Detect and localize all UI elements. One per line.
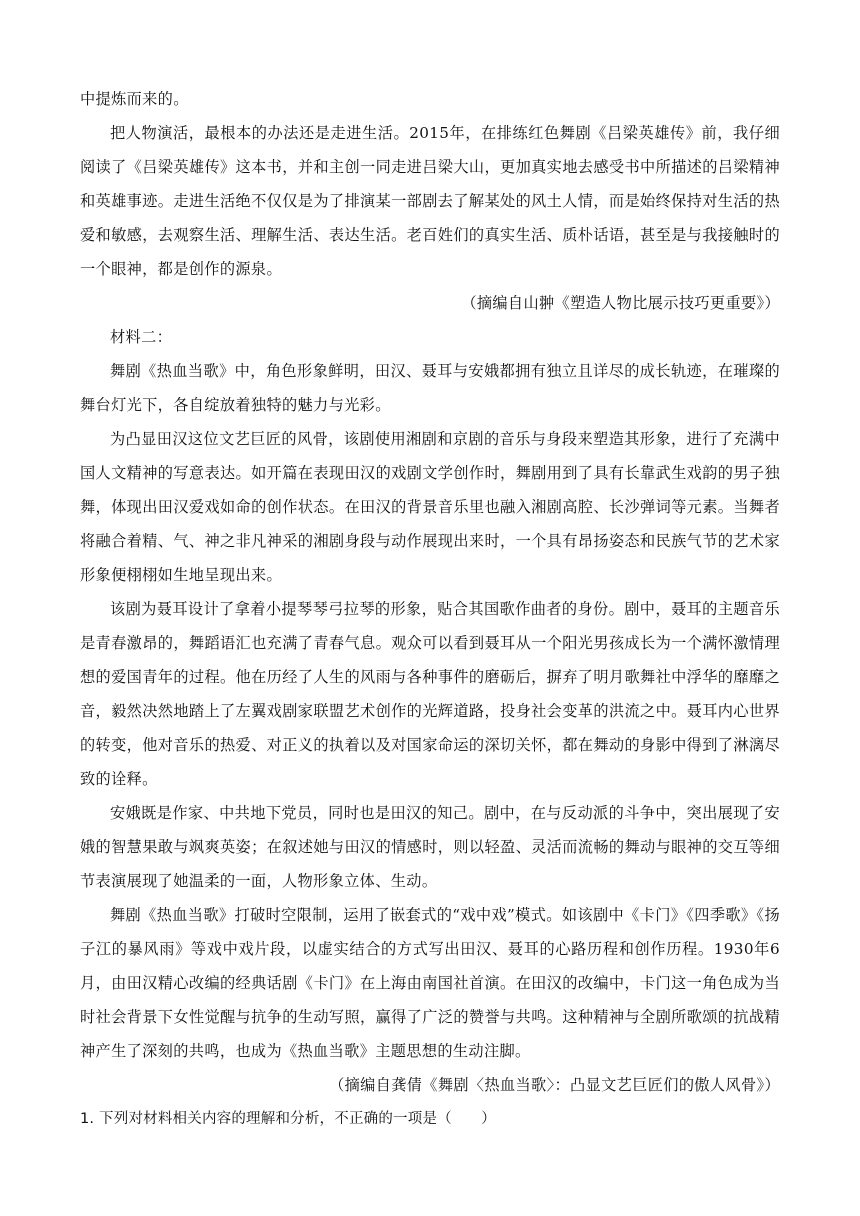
material-one-paragraph: 把人物演活，最根本的办法还是走进生活。2015年，在排练红色舞剧《吕梁英雄传》前，我仔细阅读了《吕梁英雄传》这本书，并和主创一同走进吕梁大山，更加真实地去感受书中所描述的吕梁精神和英雄事迹。走进生活绝不仅仅是为了排演某一部剧去了解某处的风土人情，而是始终保持对生活的热爱和敏感，去观察生活、理解生活、表达生活。老百姓们的真实生活、质朴话语，甚至是与我接触时的一个眼神，都是创作的源泉。 bbox=[80, 124, 780, 278]
material-one-continuation: 中提炼而来的。 bbox=[80, 90, 189, 108]
question-1: 1. 下列对材料相关内容的理解和分析，不正确的一项是（ ） bbox=[80, 1111, 496, 1127]
material-two-paragraph: 舞剧《热血当歌》打破时空限制，运用了嵌套式的“戏中戏”模式。如该剧中《卡门》《四季歌》《扬子江的暴风雨》等戏中戏片段，以虚实结合的方式写出田汉、聂耳的心路历程和创作历程。1930年6月，由田汉精心改编的经典话剧《卡门》在上海由南国社首演。在田汉的改编中，卡门这一角色成为当时社会背景下女性觉醒与抗争的生动写照，赢得了广泛的赞誉与共鸣。这种精神与全剧所歌颂的抗战精神产生了深刻的共鸣，也成为《热血当歌》主题思想的生动注脚。 bbox=[80, 906, 780, 1060]
material-two-paragraph: 安娥既是作家、中共地下党员，同时也是田汉的知己。剧中，在与反动派的斗争中，突出展现了安娥的智慧果敢与飒爽英姿；在叙述她与田汉的情感时，则以轻盈、灵活而流畅的舞动与眼神的交互等细节表演展现了她温柔的一面，人物形象立体、生动。 bbox=[80, 804, 780, 890]
material-one-source: （摘编自山翀《塑造人物比展示技巧更重要》） bbox=[461, 294, 780, 312]
document-page bbox=[80, 82, 780, 1136]
material-two-paragraph: 为凸显田汉这位文艺巨匠的风骨，该剧使用湘剧和京剧的音乐与身段来塑造其形象，进行了充满中国人文精神的写意表达。如开篇在表现田汉的戏剧文学创作时，舞剧用到了具有长靠武生戏韵的男子独舞，体现出田汉爱戏如命的创作状态。在田汉的背景音乐里也融入湘剧高腔、长沙弹词等元素。当舞者将融合着精、气、神之非凡神采的湘剧身段与动作展现出来时，一个具有昂扬姿态和民族气节的艺术家形象便栩栩如生地呈现出来。 bbox=[80, 430, 780, 584]
material-two-paragraph: 舞剧《热血当歌》中，角色形象鲜明，田汉、聂耳与安娥都拥有独立且详尽的成长轨迹，在璀璨的舞台灯光下，各自绽放着独特的魅力与光彩。 bbox=[80, 362, 780, 414]
material-two-paragraph: 该剧为聂耳设计了拿着小提琴琴弓拉琴的形象，贴合其国歌作曲者的身份。剧中，聂耳的主题音乐是青春激昂的，舞蹈语汇也充满了青春气息。观众可以看到聂耳从一个阳光男孩成长为一个满怀激情理想的爱国青年的过程。他在历经了人生的风雨与各种事件的磨砺后，摒弃了明月歌舞社中浮华的靡靡之音，毅然决然地踏上了左翼戏剧家联盟艺术创作的光辉道路，投身社会变革的洪流之中。聂耳内心世界的转变，他对音乐的热爱、对正义的执着以及对国家命运的深切关怀，都在舞动的身影中得到了淋漓尽致的诠释。 bbox=[80, 600, 780, 788]
material-two-source: （摘编自龚倩《舞剧〈热血当歌〉：凸显文艺巨匠们的傲人风骨》） bbox=[329, 1076, 780, 1094]
material-two-heading: 材料二： bbox=[110, 328, 173, 346]
